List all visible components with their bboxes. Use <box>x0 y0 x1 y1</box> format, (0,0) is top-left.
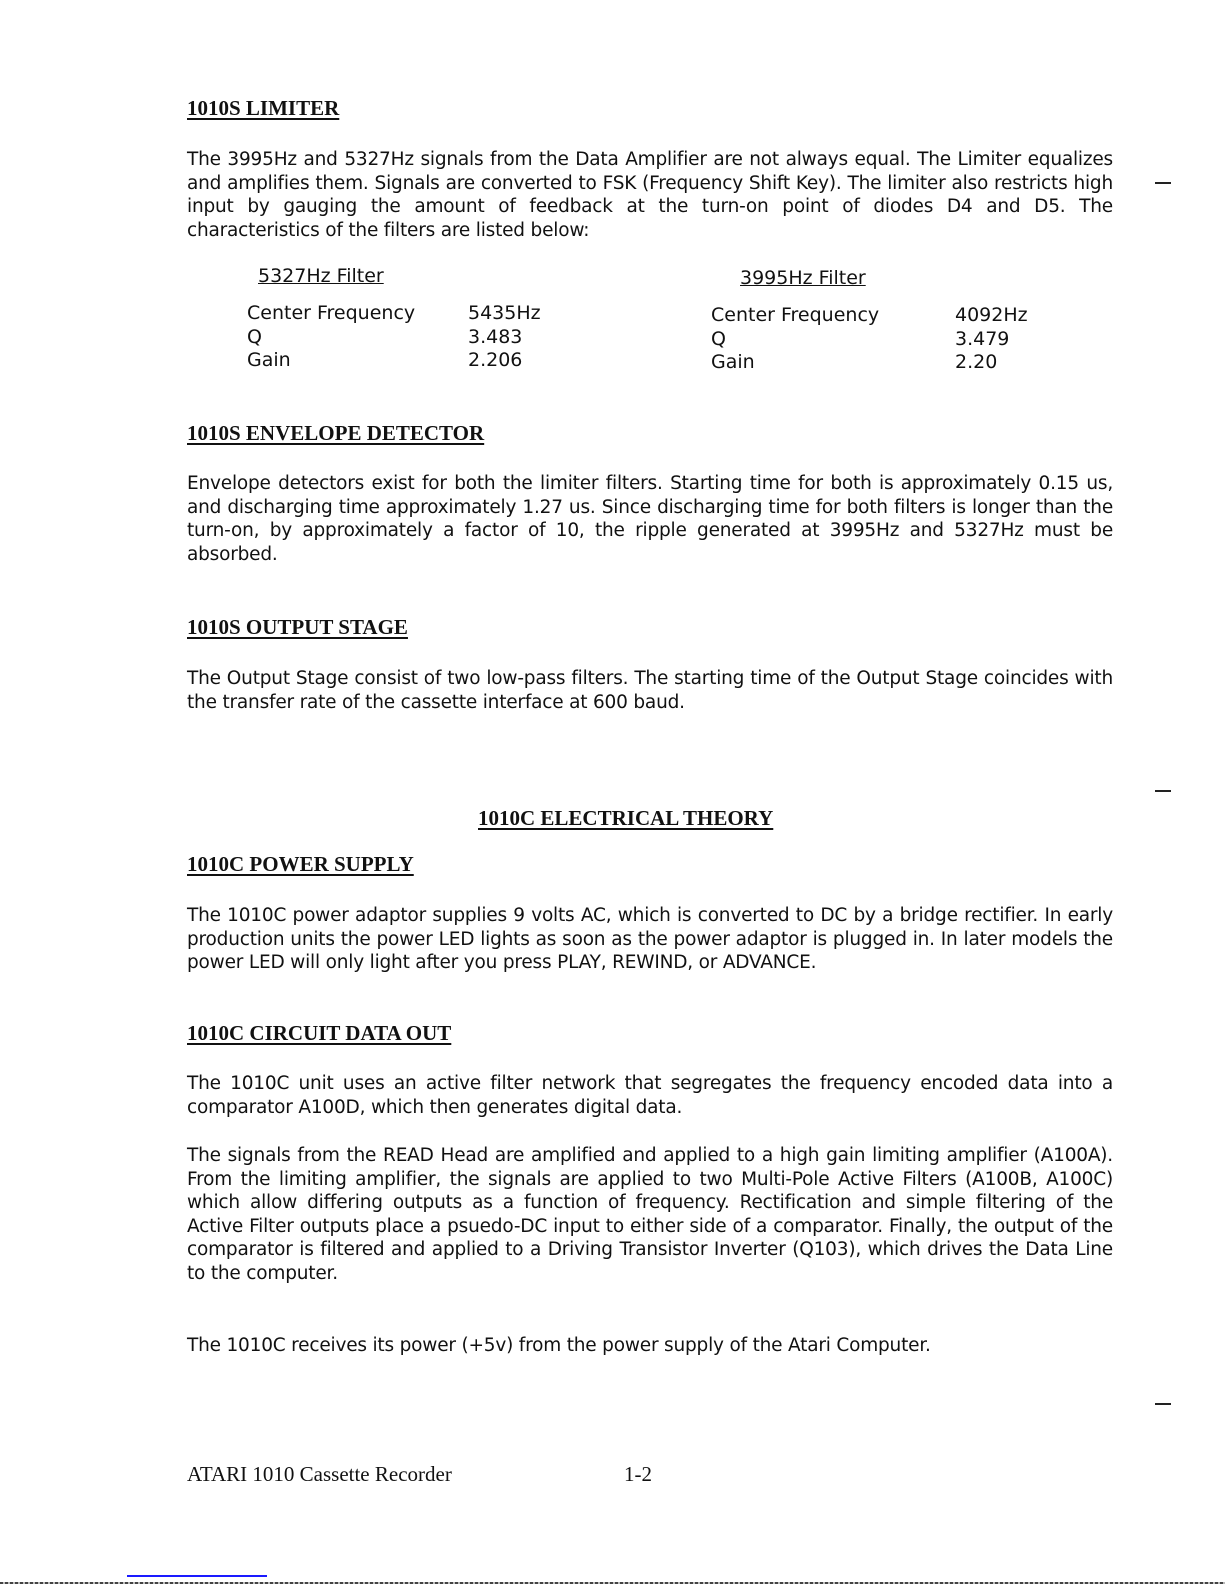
margin-mark <box>1155 182 1171 184</box>
section-heading-envelope: 1010S ENVELOPE DETECTOR <box>187 421 485 445</box>
output-stage-paragraph: The Output Stage consist of two low-pass filters. The starting time of the Output Stage coincides with the transfer rate of the cassette interface at 600 baud. <box>187 668 1113 713</box>
value: 4092Hz <box>955 304 1028 326</box>
page-number: 1-2 <box>624 1462 652 1486</box>
section-heading-circuit: 1010C CIRCUIT DATA OUT <box>187 1021 452 1045</box>
envelope-paragraph: Envelope detectors exist for both the limiter filters. Starting time for both is approximately 0.15 us, and discharging time approximately 1.27 us. Since discharging time for both filters is longer than the turn-on, by approximately a factor of 10, the ripple generated at 3995Hz and 5327Hz must be absorbed. <box>187 473 1113 565</box>
margin-mark <box>1155 1403 1171 1405</box>
circuit-paragraph-1: The 1010C unit uses an active filter network that segregates the frequency encoded data into a comparator A100D, which then generates digital data. <box>187 1073 1113 1118</box>
value: 3.479 <box>955 327 1010 350</box>
footer-title: ATARI 1010 Cassette Recorder <box>187 1462 452 1486</box>
label: Q <box>711 327 726 350</box>
value: 3.483 <box>468 325 523 348</box>
section-heading-power-supply: 1010C POWER SUPPLY <box>187 852 414 876</box>
power-supply-paragraph: The 1010C power adaptor supplies 9 volts AC, which is converted to DC by a bridge rectifier. In early production units the power LED lights as soon as the power adaptor is plugged in. In later models the power LED will only light after you press PLAY, REWIND, or ADVANCE. <box>187 905 1113 974</box>
label: Center Frequency <box>711 304 880 326</box>
label: Q <box>247 325 262 348</box>
value: 2.20 <box>955 351 998 373</box>
filter-5327-labels <box>247 302 415 373</box>
label: Gain <box>247 349 291 371</box>
filter-3995-labels <box>711 304 879 375</box>
filter-3995-values <box>955 304 1028 375</box>
filter-5327-values <box>468 302 541 373</box>
link-underline <box>127 1575 267 1577</box>
limiter-paragraph: The 3995Hz and 5327Hz signals from the Data Amplifier are not always equal. The Limiter equalizes and amplifies them. Signals are converted to FSK (Frequency Shift Key). The limiter also restricts high input by gauging the amount of feedback at the turn-on point of diodes D4 and D5. The characteristics of the filters are listed below: <box>187 149 1113 241</box>
margin-mark <box>1155 790 1171 792</box>
page-bottom-rule <box>0 1582 1225 1584</box>
filter-title-3995: 3995Hz Filter <box>740 267 866 289</box>
value: 5435Hz <box>468 302 541 324</box>
value: 2.206 <box>468 349 523 371</box>
section-heading-output-stage: 1010S OUTPUT STAGE <box>187 615 408 639</box>
circuit-paragraph-2: The signals from the READ Head are amplified and applied to a high gain limiting amplifier (A100A). From the limiting amplifier, the signals are applied to two Multi-Pole Active Filters (A100B, A100C) which allow differing outputs as a function of frequency. Rectification and simple filtering of the Active Filter outputs place a psuedo-DC input to either side of a comparator. Finally, the output of the comparator is filtered and applied to a Driving Transistor Inverter (Q103), which drives the Data Line to the computer. <box>187 1145 1113 1284</box>
label: Center Frequency <box>247 302 416 324</box>
label: Gain <box>711 351 755 373</box>
filter-title-5327: 5327Hz Filter <box>258 265 384 287</box>
section-heading-limiter: 1010S LIMITER <box>187 96 340 120</box>
section-heading-electrical-theory: 1010C ELECTRICAL THEORY <box>478 806 774 830</box>
circuit-paragraph-3: The 1010C receives its power (+5v) from the power supply of the Atari Computer. <box>187 1335 931 1356</box>
